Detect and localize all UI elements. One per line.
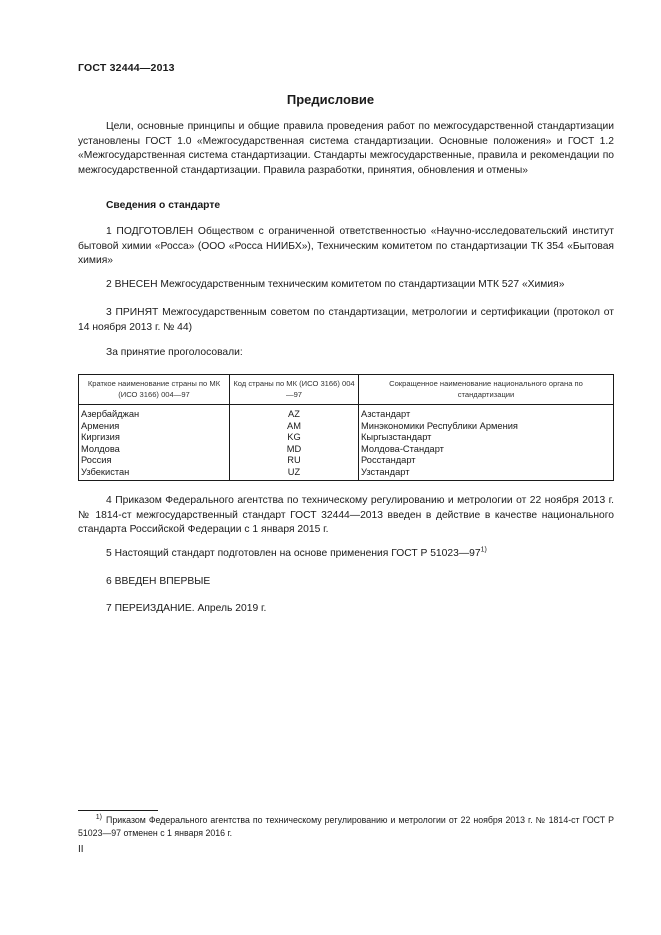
page-number: II [78, 844, 84, 855]
table-row [79, 432, 614, 444]
item-1 [78, 225, 614, 269]
votes-intro: За принятие проголосовали: [106, 347, 243, 358]
footnote [78, 814, 614, 840]
standards-body: Росстандарт [359, 455, 614, 467]
country-name: Киргизия [79, 432, 230, 444]
country-code: AM [230, 421, 359, 433]
table-row [79, 467, 614, 481]
country-name: Армения [79, 421, 230, 433]
voting-countries-table [78, 374, 614, 481]
country-name: Узбекистан [79, 467, 230, 481]
footnote-text: Приказом Федерального агентства по техническому регулированию и метрологии от 22 ноября 2013 г. № 1814-ст ГОСТ Р 51023—97 отменен с 1 января 2016 г. [78, 815, 614, 838]
table-header-row [79, 375, 614, 405]
standards-body: Минэкономики Республики Армения [359, 421, 614, 433]
item-6 [78, 575, 614, 590]
table-row [79, 421, 614, 433]
item-7 [78, 602, 614, 617]
table-row [79, 455, 614, 467]
header-country-name: Краткое наименование страны по МК (ИСО 3166) 004—97 [79, 375, 230, 405]
item-1-text: 1 ПОДГОТОВЛЕН Обществом с ограниченной ответственностью «Научно-исследовательский институт бытовой химии «Росса» (ООО «Росса НИИБХ»), Техническим комитетом по стандартизации ТК 354 «Бытовая химия» [78, 226, 614, 266]
standards-body: Молдова-Стандарт [359, 444, 614, 456]
standards-body: Азстандарт [359, 405, 614, 421]
footnote-reference: 1) [480, 546, 487, 554]
table-row [79, 444, 614, 456]
country-code: KG [230, 432, 359, 444]
item-4 [78, 494, 614, 538]
standard-code-header: ГОСТ 32444—2013 [78, 62, 175, 74]
header-standards-body: Сокращенное наименование национального органа по стандартизации [359, 375, 614, 405]
country-name: Молдова [79, 444, 230, 456]
item-6-text: 6 ВВЕДЕН ВПЕРВЫЕ [106, 576, 211, 587]
country-code: AZ [230, 405, 359, 421]
standards-body: Узстандарт [359, 467, 614, 481]
item-2-text: 2 ВНЕСЕН Межгосударственным техническим комитетом по стандартизации МТК 527 «Химия» [106, 279, 565, 290]
intro-paragraph [78, 120, 614, 178]
standards-body: Кыргызстандарт [359, 432, 614, 444]
footnote-divider [78, 810, 158, 811]
item-7-text: 7 ПЕРЕИЗДАНИЕ. Апрель 2019 г. [106, 603, 267, 614]
item-2 [78, 278, 614, 293]
page-title: Предисловие [286, 92, 375, 107]
country-name: Россия [79, 455, 230, 467]
item-3 [78, 306, 614, 335]
intro-text: Цели, основные принципы и общие правила проведения работ по межгосударственной стандартизации установлены ГОСТ 1.0 «Межгосударственная система стандартизации. Основные положения» и ГОСТ 1.2 «Межгосударственная система стандартизации. Стандарты межгосударственные, правила и рекомендации по межгосударственной стандартизации. Правила разработки, принятия, обновления и отмены» [78, 121, 614, 176]
country-code: RU [230, 455, 359, 467]
item-4-text: 4 Приказом Федерального агентства по техническому регулированию и метрологии от 22 ноября 2013 г. № 1814-ст межгосударственный стандарт ГОСТ 32444—2013 введен в действие в качестве национального стандарта Российской Федерации с 1 января 2015 г. [78, 495, 614, 535]
item-3-text: 3 ПРИНЯТ Межгосударственным советом по стандартизации, метрологии и сертификации (протокол от 14 ноября 2013 г. № 44) [78, 307, 614, 333]
item-5-text: 5 Настоящий стандарт подготовлен на основе применения ГОСТ Р 51023—97 [106, 548, 481, 559]
table-row [79, 405, 614, 421]
section-heading: Сведения о стандарте [106, 200, 221, 211]
header-country-code: Код страны по МК (ИСО 3166) 004—97 [230, 375, 359, 405]
item-5 [78, 547, 614, 562]
country-code: MD [230, 444, 359, 456]
country-name: Азербайджан [79, 405, 230, 421]
country-code: UZ [230, 467, 359, 481]
footnote-marker: 1) [95, 814, 102, 822]
